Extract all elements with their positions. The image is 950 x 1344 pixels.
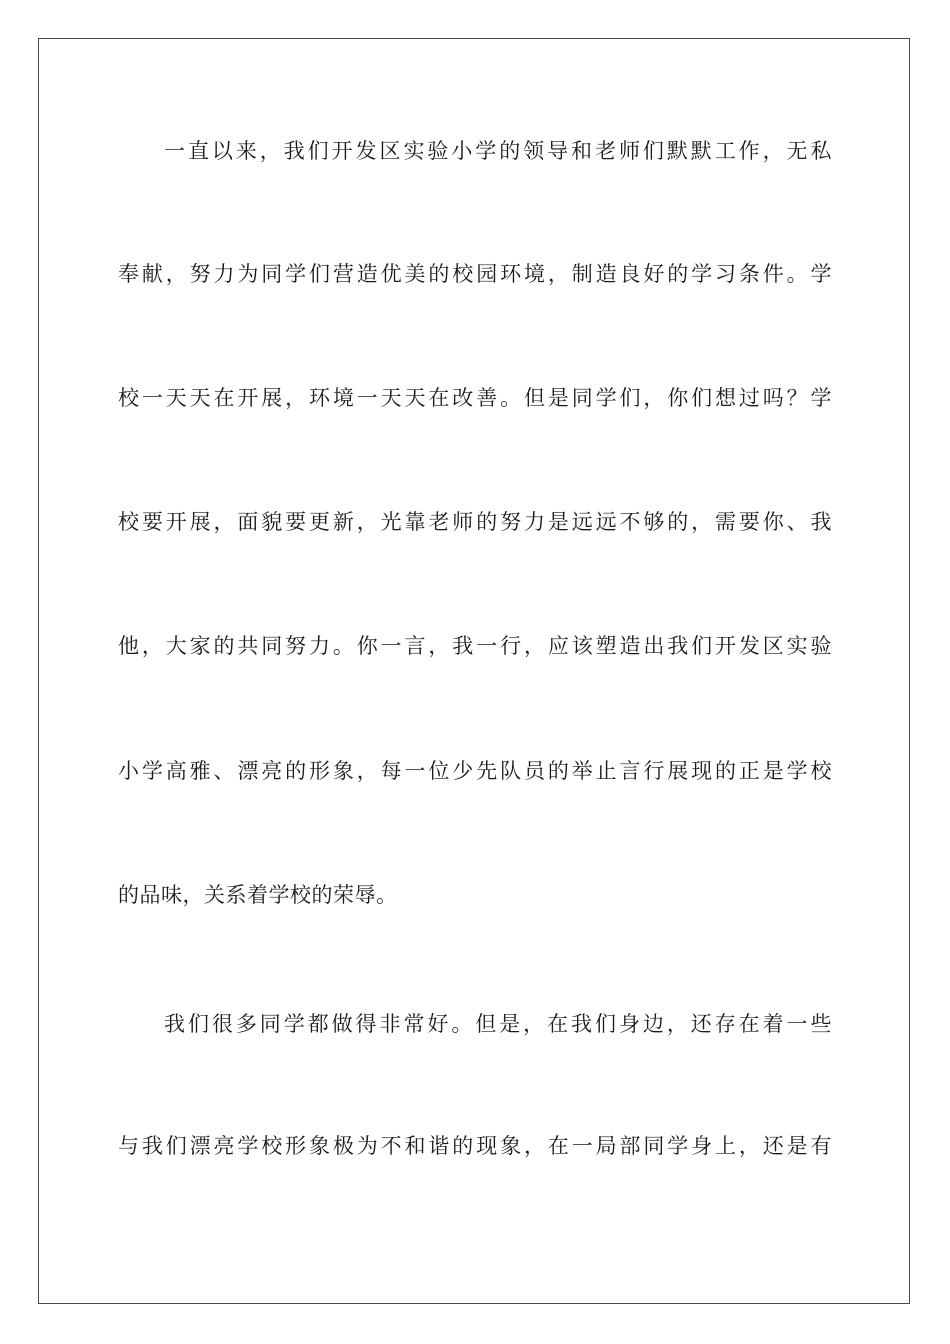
paragraph-line: 与我们漂亮学校形象极为不和谐的现象，在一局部同学身上，还是有: [118, 1134, 832, 1158]
paragraph-line: 一直以来，我们开发区实验小学的领导和老师们默默工作，无私: [164, 139, 832, 163]
paragraph-line: 校一天天在开展，环境一天天在改善。但是同学们，你们想过吗？学: [118, 386, 832, 410]
paragraph-line: 奉献，努力为同学们营造优美的校园环境，制造良好的学习条件。学: [118, 262, 832, 286]
paragraph-line: 的品味，关系着学校的荣辱。: [118, 883, 398, 907]
paragraph-line: 小学高雅、漂亮的形象，每一位少先队员的举止言行展现的正是学校: [118, 759, 832, 783]
page-border: [38, 38, 910, 1304]
paragraph-line: 我们很多同学都做得非常好。但是，在我们身边，还存在着一些: [164, 1012, 832, 1036]
paragraph-line: 他，大家的共同努力。你一言，我一行，应该塑造出我们开发区实验: [118, 634, 832, 658]
paragraph-line: 校要开展，面貌要更新，光靠老师的努力是远远不够的，需要你、我: [118, 510, 832, 534]
